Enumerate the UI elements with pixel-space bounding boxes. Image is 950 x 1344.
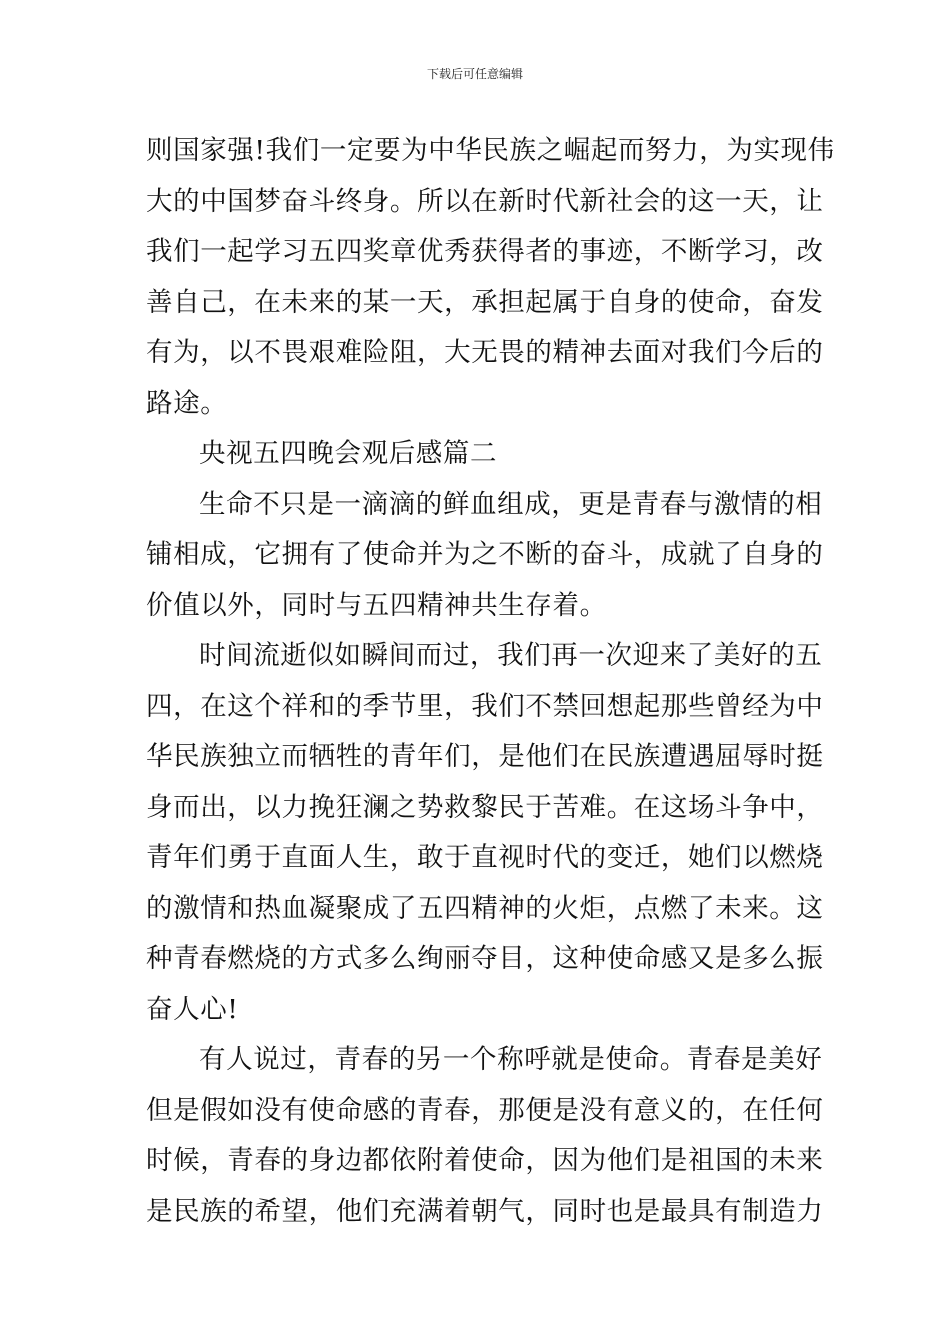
text-line: 善自己，在未来的某一天，承担起属于自身的使命，奋发 <box>146 286 824 318</box>
text-line: 我们一起学习五四奖章优秀获得者的事迹，不断学习，改 <box>146 236 824 267</box>
text-line: 时候，青春的身边都依附着使命，因为他们是祖国的未来 <box>146 1145 824 1176</box>
text-line: 路途。 <box>146 387 228 419</box>
paragraph-first-line: 央视五四晚会观后感篇二 <box>199 438 498 469</box>
text-line: 华民族独立而牺牲的青年们，是他们在民族遭遇屈辱时挺 <box>146 741 824 772</box>
text-line: 但是假如没有使命感的青春，那便是没有意义的，在任何 <box>146 1094 824 1126</box>
text-line: 则国家强!我们一定要为中华民族之崛起而努力，为实现伟 <box>146 135 835 166</box>
text-line: 铺相成，它拥有了使命并为之不断的奋斗，成就了自身的 <box>146 539 824 570</box>
text-line: 四，在这个祥和的季节里，我们不禁回想起那些曾经为中 <box>146 690 824 722</box>
text-line: 价值以外，同时与五四精神共生存着。 <box>146 589 607 621</box>
text-line: 奋人心! <box>146 993 239 1025</box>
paragraph-first-line: 有人说过，青春的另一个称呼就是使命。青春是美好 <box>199 1044 823 1075</box>
text-line: 种青春燃烧的方式多么绚丽夺目，这种使命感又是多么振 <box>146 943 824 974</box>
text-line: 青年们勇于直面人生，敢于直视时代的变迁，她们以燃烧 <box>146 842 824 873</box>
text-line: 大的中国梦奋斗终身。所以在新时代新社会的这一天，让 <box>146 185 824 217</box>
paragraph-first-line: 时间流逝似如瞬间而过，我们再一次迎来了美好的五 <box>199 640 823 671</box>
paragraph-first-line: 生命不只是一滴滴的鲜血组成，更是青春与激情的相 <box>199 488 823 520</box>
text-line: 有为，以不畏艰难险阻，大无畏的精神去面对我们今后的 <box>146 337 824 368</box>
text-line: 是民族的希望，他们充满着朝气，同时也是最具有制造力 <box>146 1195 824 1227</box>
text-line: 身而出，以力挽狂澜之势救黎民于苦难。在这场斗争中， <box>146 791 824 823</box>
document-body <box>146 126 835 1237</box>
page-header-note: 下载后可任意编辑 <box>426 67 523 81</box>
text-line: 的激情和热血凝聚成了五四精神的火炬，点燃了未来。这 <box>146 892 824 924</box>
